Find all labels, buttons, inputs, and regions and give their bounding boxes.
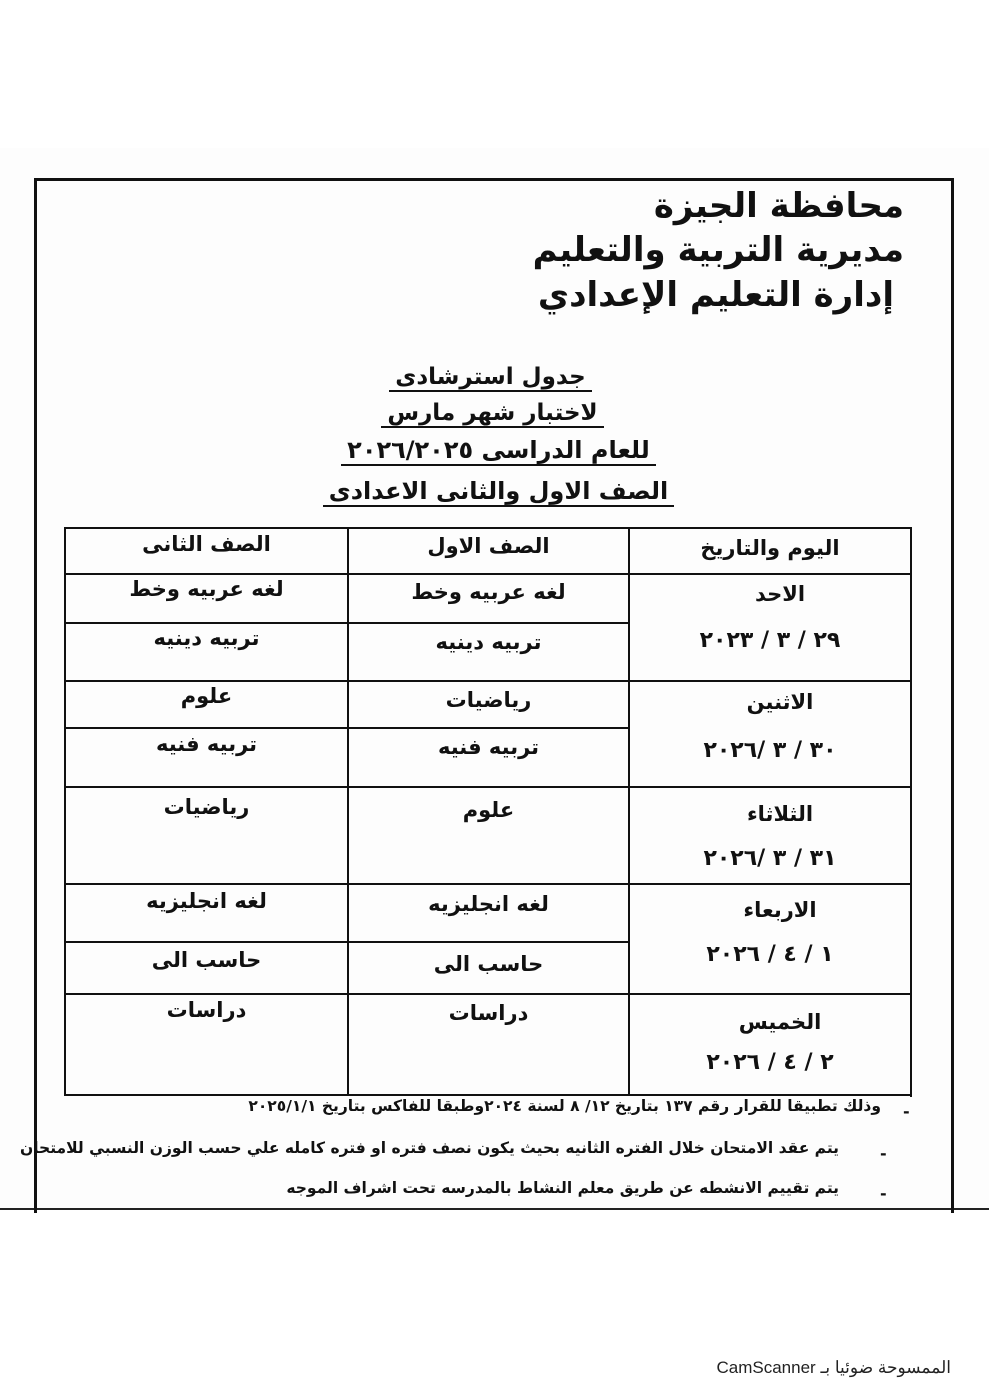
grades-covered: الصف الاول والثانى الاعدادى <box>4 477 989 505</box>
day-cell: الاحد <box>754 582 806 606</box>
date-cell: ٢٩ / ٣ / ٢٠٢٣ <box>699 628 841 653</box>
grade2-subject: دراسات <box>166 998 247 1022</box>
grade2-subject: علوم <box>180 684 233 708</box>
note-bullet: - <box>880 1144 887 1163</box>
academic-year: للعام الدراسى ٢٠٢٦/٢٠٢٥ <box>4 436 989 464</box>
grade1-subject: رياضيات <box>445 688 532 712</box>
grade1-subject: حاسب الى <box>433 952 544 976</box>
grade2-subject: حاسب الى <box>151 948 262 972</box>
table-border-bottom <box>64 1094 912 1096</box>
note-bullet: - <box>903 1102 910 1121</box>
grade2-subject: لغه عربيه وخط <box>129 577 284 601</box>
grade1-subject: علوم <box>462 798 515 822</box>
exam-month: لاختبار شهر مارس <box>0 400 987 426</box>
header-day-date: اليوم والتاريخ <box>700 536 840 560</box>
administration-name: إدارة التعليم الإعدادي <box>537 275 894 315</box>
grade2-subject: لغه انجليزيه <box>146 889 267 913</box>
date-cell: ٣٠ / ٣ /٢٠٢٦ <box>703 738 837 763</box>
header-grade2: الصف الثانى <box>142 532 271 556</box>
note-activities: يتم تقييم الانشطه عن طريق معلم النشاط بالمدرسه تحت اشراف الموجه <box>286 1179 839 1197</box>
row-divider-2 <box>64 786 912 788</box>
day-cell: الخميس <box>738 1010 822 1034</box>
day-cell: الاربعاء <box>743 898 817 922</box>
grade1-subject: لغه عربيه وخط <box>411 580 566 604</box>
note-decision: وذلك تطبيقا للقرار رقم ١٣٧ بتاريخ ١٢/ ٨ لسنة ٢٠٢٤وطبقا للفاكس بتاريخ ٢٠٢٥/١/١ <box>248 1097 881 1115</box>
scanner-watermark: الممسوحة ضوئيا بـ CamScanner <box>716 1358 951 1377</box>
grade1-subject: تربيه فنيه <box>437 735 540 759</box>
grade1-subject: لغه انجليزيه <box>428 892 549 916</box>
grade2-subject: رياضيات <box>163 795 250 819</box>
note-bullet: - <box>880 1184 887 1203</box>
day-cell: الثلاثاء <box>746 802 814 826</box>
governorate-name: محافظة الجيزة <box>653 186 904 226</box>
directorate-name: مديرية التربية والتعليم <box>532 230 904 270</box>
day-cell: الاثنين <box>746 690 814 714</box>
row2-sub-divider <box>64 727 630 729</box>
schedule-title: جدول استرشادى <box>0 364 985 390</box>
note-exam-period: يتم عقد الامتحان خلال الفتره الثانيه بحيث يكون نصف فتره او فتره كامله علي حسب الوزن النسبي للامتحان <box>20 1139 839 1157</box>
row1-sub-divider <box>64 622 630 624</box>
grade2-subject: تربيه دينيه <box>153 626 260 650</box>
row-divider-1 <box>64 680 912 682</box>
table-border-top <box>64 527 912 529</box>
header-divider <box>64 573 912 575</box>
grade2-subject: تربيه فنيه <box>155 732 258 756</box>
date-cell: ٣١ / ٣ /٢٠٢٦ <box>703 846 837 871</box>
row4-sub-divider <box>64 941 630 943</box>
header-grade1: الصف الاول <box>427 534 550 558</box>
grade1-subject: دراسات <box>448 1001 529 1025</box>
date-cell: ٢ / ٤ / ٢٠٢٦ <box>706 1050 834 1075</box>
date-cell: ١ / ٤ / ٢٠٢٦ <box>706 942 834 967</box>
grade1-subject: تربيه دينيه <box>435 630 542 654</box>
row-divider-4 <box>64 993 912 995</box>
row-divider-3 <box>64 883 912 885</box>
